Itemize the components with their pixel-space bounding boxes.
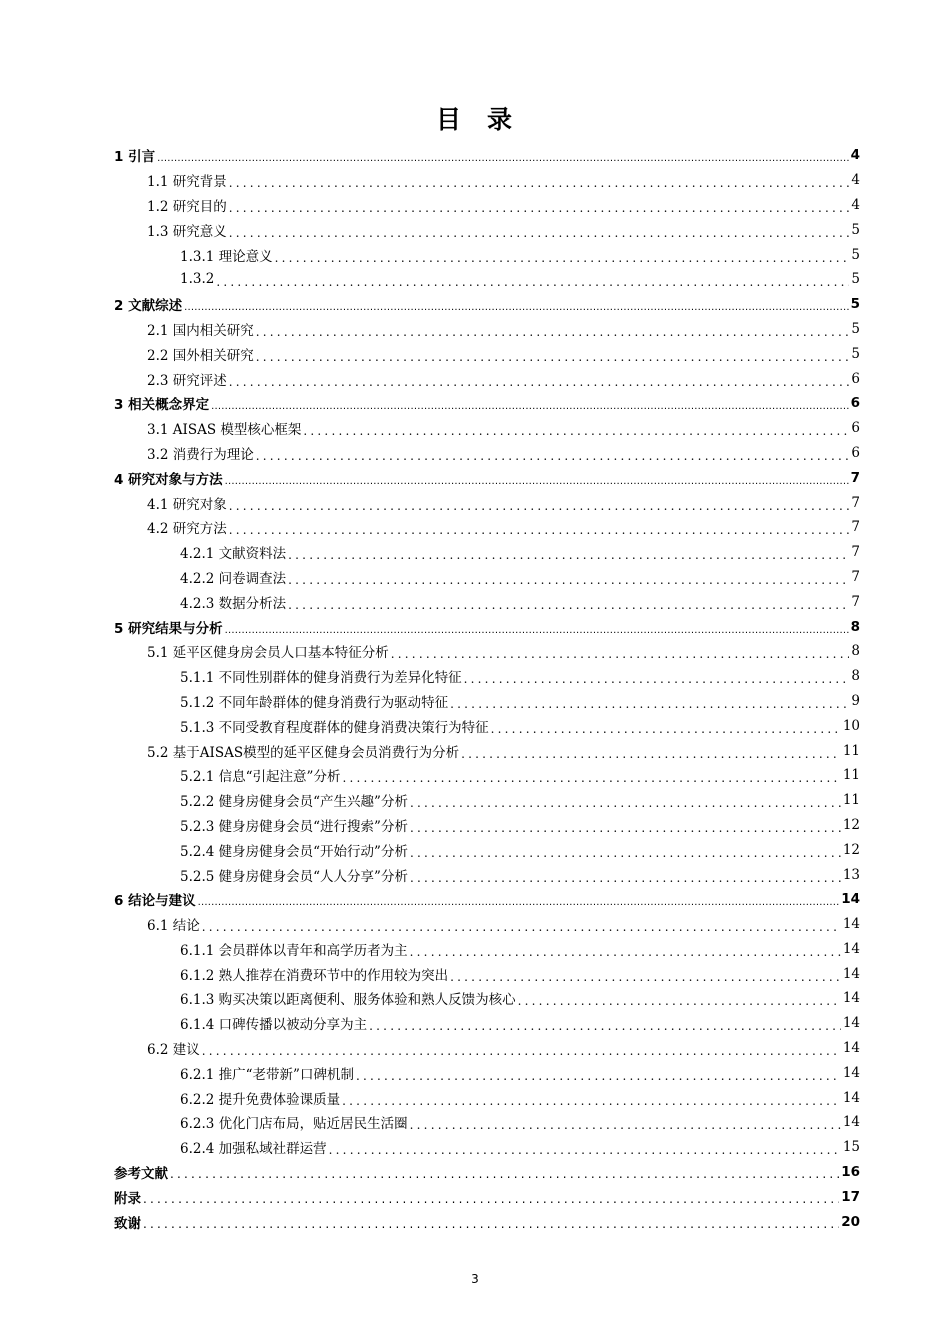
toc-leader-dots: [229, 223, 850, 237]
toc-entry-label: 4.2 研究方法: [147, 521, 227, 538]
toc-entry-page: 6: [851, 420, 860, 437]
toc-entry-label: 5.2.5 健身房健身会员“人人分享”分析: [180, 868, 408, 885]
toc-leader-dots: [225, 471, 849, 485]
toc-leader-dots: [491, 719, 841, 733]
toc-leader-dots: [229, 496, 850, 510]
toc-entry[interactable]: [0, 763, 950, 788]
toc-entry-label: 6.1 结论: [147, 918, 200, 935]
toc-entry[interactable]: [0, 961, 950, 986]
toc-entry[interactable]: [0, 317, 950, 342]
toc-entry-label: 5.2.3 健身房健身会员“进行搜索”分析: [180, 818, 408, 835]
toc-leader-dots: [391, 644, 850, 658]
toc-entry-page: 8: [851, 668, 860, 685]
toc-entry-page: 5: [851, 345, 860, 362]
toc-entry-label: 1.1 研究背景: [147, 174, 227, 191]
toc-entry-label: 2.1 国内相关研究: [147, 322, 254, 339]
toc-leader-dots: [461, 744, 841, 758]
toc-entry-page: 14: [842, 1015, 860, 1032]
toc-entry-page: 10: [842, 717, 860, 734]
toc-leader-dots: [202, 917, 841, 931]
toc-entry-label: 2 文献综述: [114, 298, 183, 315]
toc-title: [0, 100, 950, 136]
toc-entry-page: 5: [851, 246, 860, 263]
toc-leader-dots: [518, 991, 841, 1005]
toc-entry-page: 4: [850, 147, 860, 164]
toc-entry-label: 4.1 研究对象: [147, 496, 227, 513]
toc-leader-dots: [450, 694, 849, 708]
toc-entry-page: 14: [842, 916, 860, 933]
toc-leader-dots: [342, 1091, 841, 1105]
toc-entry-label: 3 相关概念界定: [114, 397, 210, 414]
toc-entry[interactable]: [0, 986, 950, 1011]
toc-entry[interactable]: [0, 639, 950, 664]
toc-entry-label: 6.1.3 购买决策以距离便利、服务体验和熟人反馈为核心: [180, 992, 516, 1009]
table-of-contents: [0, 143, 950, 1234]
toc-entry[interactable]: [0, 540, 950, 565]
toc-entry[interactable]: [0, 1184, 950, 1209]
toc-entry-page: 9: [851, 692, 860, 709]
page-number: 3: [471, 1272, 479, 1286]
toc-entry-label: 6.1.1 会员群体以青年和高学历者为主: [180, 942, 408, 959]
toc-entry[interactable]: [0, 391, 950, 416]
toc-entry[interactable]: [0, 1209, 950, 1234]
toc-entry-label: 5 研究结果与分析: [114, 620, 223, 637]
toc-entry-label: 3.2 消费行为理论: [147, 446, 254, 463]
toc-entry[interactable]: [0, 1011, 950, 1036]
toc-leader-dots: [229, 372, 850, 386]
toc-entry[interactable]: [0, 937, 950, 962]
toc-entry[interactable]: [0, 738, 950, 763]
toc-leader-dots: [369, 1016, 841, 1030]
toc-entry-label: 致谢: [114, 1215, 141, 1232]
toc-entry-page: 11: [842, 792, 860, 809]
toc-entry-page: 6: [850, 395, 860, 412]
toc-entry-page: 7: [851, 593, 860, 610]
toc-leader-dots: [410, 843, 841, 857]
toc-entry-page: 14: [841, 891, 860, 908]
toc-entry[interactable]: [0, 689, 950, 714]
toc-entry-page: 4: [851, 196, 860, 213]
toc-entry-label: 3.1 AISAS 模型核心框架: [147, 422, 302, 439]
toc-entry-label: 1.3.2: [180, 271, 215, 288]
toc-entry[interactable]: [0, 217, 950, 242]
toc-entry[interactable]: [0, 713, 950, 738]
toc-entry-label: 1.2 研究目的: [147, 198, 227, 215]
toc-leader-dots: [356, 1066, 841, 1080]
toc-entry-label: 参考文献: [114, 1166, 168, 1183]
toc-entry[interactable]: [0, 143, 950, 168]
toc-entry-page: 12: [842, 816, 860, 833]
toc-entry-label: 2.2 国外相关研究: [147, 347, 254, 364]
toc-entry-page: 16: [841, 1164, 860, 1181]
toc-leader-dots: [329, 1140, 841, 1154]
toc-entry[interactable]: [0, 788, 950, 813]
toc-entry-label: 6.1.4 口碑传播以被动分享为主: [180, 1017, 368, 1034]
toc-entry[interactable]: [0, 168, 950, 193]
toc-entry-page: 4: [851, 172, 860, 189]
toc-leader-dots: [202, 1041, 841, 1055]
title-char-2: 录: [487, 105, 515, 134]
toc-entry[interactable]: [0, 292, 950, 317]
toc-entry-label: 6.2.4 加强私域社群运营: [180, 1141, 327, 1158]
toc-entry[interactable]: [0, 366, 950, 391]
toc-entry-page: 5: [850, 296, 860, 313]
toc-leader-dots: [288, 570, 849, 584]
toc-entry-label: 6.2.1 推广“老带新”口碑机制: [180, 1066, 354, 1083]
toc-entry-page: 5: [851, 271, 860, 288]
toc-entry-page: 7: [851, 494, 860, 511]
toc-entry[interactable]: [0, 862, 950, 887]
title-char-1: 目: [435, 105, 463, 134]
toc-entry[interactable]: [0, 490, 950, 515]
toc-entry-page: 12: [842, 841, 860, 858]
toc-leader-dots: [184, 297, 849, 311]
toc-entry[interactable]: [0, 589, 950, 614]
toc-leader-dots: [342, 768, 840, 782]
toc-entry-page: 7: [850, 469, 860, 486]
toc-entry[interactable]: [0, 813, 950, 838]
toc-leader-dots: [303, 421, 849, 435]
toc-entry-label: 4 研究对象与方法: [114, 471, 223, 488]
toc-entry[interactable]: [0, 341, 950, 366]
toc-entry[interactable]: [0, 1135, 950, 1160]
toc-leader-dots: [216, 272, 849, 286]
toc-entry-label: 4.2.3 数据分析法: [180, 595, 287, 612]
toc-entry[interactable]: [0, 1085, 950, 1110]
toc-entry[interactable]: [0, 565, 950, 590]
toc-entry-label: 5.2 基于AISAS模型的延平区健身会员消费行为分析: [147, 744, 460, 761]
toc-entry-page: 7: [851, 544, 860, 561]
toc-leader-dots: [225, 620, 849, 634]
toc-entry[interactable]: [0, 1110, 950, 1135]
toc-leader-dots: [143, 1190, 839, 1204]
toc-entry-label: 1.3.1 理论意义: [180, 248, 273, 265]
toc-entry-page: 20: [841, 1213, 860, 1230]
toc-leader-dots: [410, 1115, 841, 1129]
toc-entry-label: 4.2.2 问卷调查法: [180, 570, 287, 587]
toc-entry-label: 4.2.1 文献资料法: [180, 546, 287, 563]
toc-entry-label: 5.2.1 信息“引起注意”分析: [180, 769, 341, 786]
toc-entry-page: 7: [851, 568, 860, 585]
toc-entry[interactable]: [0, 193, 950, 218]
toc-leader-dots: [256, 322, 850, 336]
toc-leader-dots: [229, 520, 850, 534]
toc-leader-dots: [410, 793, 841, 807]
toc-entry-page: 14: [842, 940, 860, 957]
toc-leader-dots: [410, 868, 841, 882]
toc-leader-dots: [288, 595, 849, 609]
toc-entry[interactable]: [0, 515, 950, 540]
toc-entry-page: 13: [842, 866, 860, 883]
toc-entry-label: 6.2.2 提升免费体验课质量: [180, 1091, 341, 1108]
toc-leader-dots: [256, 347, 850, 361]
toc-leader-dots: [198, 892, 840, 906]
toc-entry-label: 5.1 延平区健身房会员人口基本特征分析: [147, 645, 389, 662]
toc-leader-dots: [464, 669, 850, 683]
toc-entry[interactable]: [0, 441, 950, 466]
toc-entry-page: 7: [851, 519, 860, 536]
toc-entry-page: 15: [842, 1139, 860, 1156]
toc-entry-page: 8: [850, 618, 860, 635]
toc-entry-label: 5.2.2 健身房健身会员“产生兴趣”分析: [180, 794, 408, 811]
toc-entry-label: 6.2 建议: [147, 1042, 200, 1059]
toc-entry[interactable]: [0, 1160, 950, 1185]
toc-entry-label: 5.1.2 不同年龄群体的健身消费行为驱动特征: [180, 694, 449, 711]
toc-entry-label: 1.3 研究意义: [147, 223, 227, 240]
toc-entry-label: 5.1.1 不同性别群体的健身消费行为差异化特征: [180, 670, 462, 687]
toc-entry-label: 1 引言: [114, 149, 156, 166]
toc-entry-page: 6: [851, 444, 860, 461]
toc-leader-dots: [450, 967, 841, 981]
toc-entry[interactable]: [0, 837, 950, 862]
toc-leader-dots: [143, 1215, 839, 1229]
toc-entry-page: 14: [842, 1089, 860, 1106]
toc-entry[interactable]: [0, 614, 950, 639]
toc-leader-dots: [410, 942, 841, 956]
toc-entry-page: 14: [842, 1114, 860, 1131]
toc-entry-page: 8: [851, 643, 860, 660]
toc-entry-label: 5.2.4 健身房健身会员“开始行动”分析: [180, 843, 408, 860]
toc-entry-page: 11: [842, 767, 860, 784]
toc-entry[interactable]: [0, 416, 950, 441]
toc-leader-dots: [229, 173, 850, 187]
toc-entry[interactable]: [0, 887, 950, 912]
toc-entry-page: 14: [842, 1040, 860, 1057]
toc-entry-page: 11: [842, 742, 860, 759]
toc-entry-label: 6.2.3 优化门店布局，贴近居民生活圈: [180, 1116, 408, 1133]
toc-entry-label: 6 结论与建议: [114, 893, 196, 910]
toc-entry-page: 14: [842, 965, 860, 982]
toc-leader-dots: [170, 1165, 839, 1179]
toc-entry[interactable]: [0, 242, 950, 267]
toc-entry-label: 2.3 研究评述: [147, 372, 227, 389]
toc-entry[interactable]: [0, 267, 950, 292]
toc-leader-dots: [157, 148, 849, 162]
toc-entry[interactable]: [0, 465, 950, 490]
toc-entry[interactable]: [0, 664, 950, 689]
toc-entry-label: 5.1.3 不同受教育程度群体的健身消费决策行为特征: [180, 719, 489, 736]
toc-entry[interactable]: [0, 1036, 950, 1061]
toc-entry[interactable]: [0, 912, 950, 937]
toc-leader-dots: [256, 446, 850, 460]
toc-entry[interactable]: [0, 1060, 950, 1085]
toc-leader-dots: [229, 198, 850, 212]
toc-leader-dots: [211, 396, 849, 410]
toc-entry-page: 14: [842, 990, 860, 1007]
toc-leader-dots: [275, 248, 850, 262]
toc-leader-dots: [288, 545, 849, 559]
toc-leader-dots: [410, 818, 841, 832]
toc-entry-page: 5: [851, 221, 860, 238]
toc-entry-page: 6: [851, 370, 860, 387]
toc-entry-label: 6.1.2 熟人推荐在消费环节中的作用较为突出: [180, 967, 449, 984]
toc-entry-page: 14: [842, 1064, 860, 1081]
toc-entry-label: 附录: [114, 1190, 141, 1207]
toc-entry-page: 5: [851, 320, 860, 337]
toc-entry-page: 17: [841, 1188, 860, 1205]
